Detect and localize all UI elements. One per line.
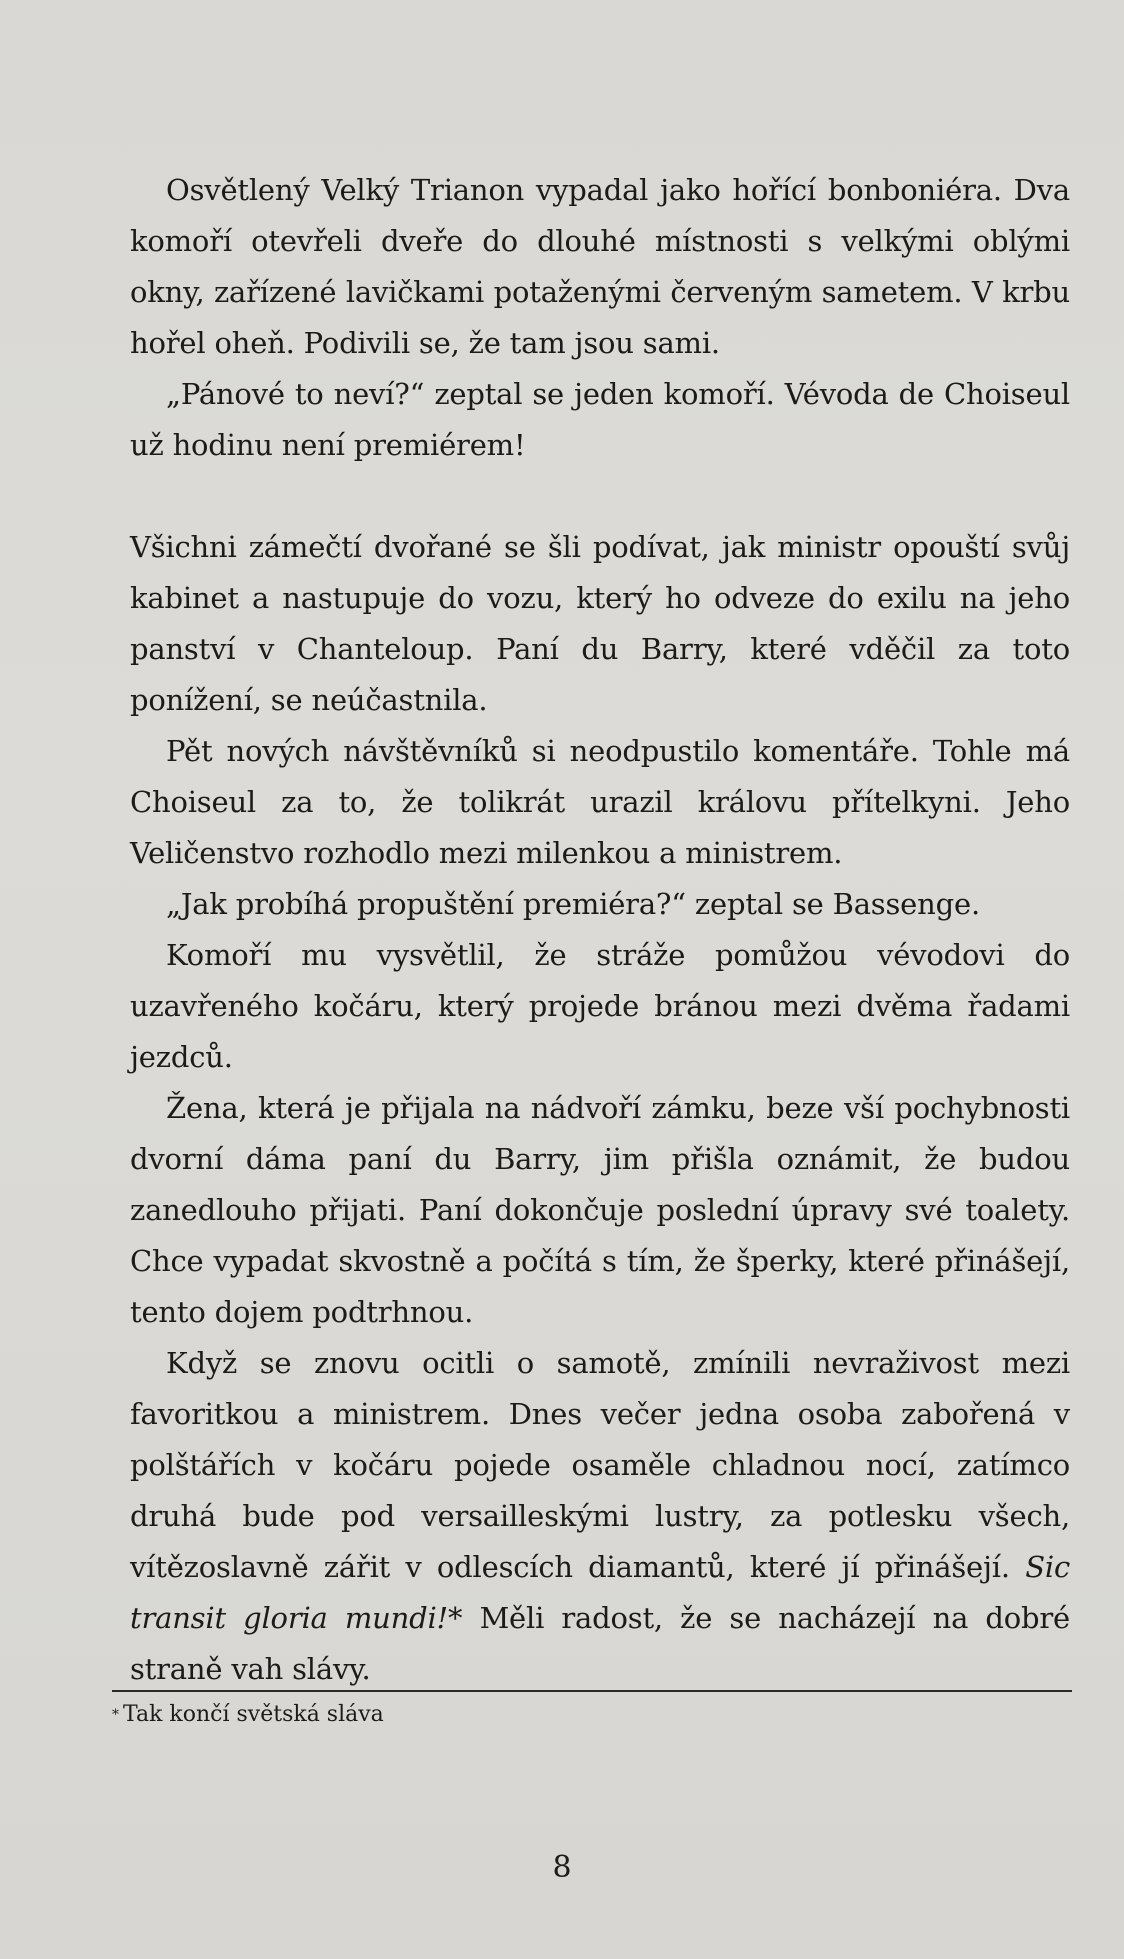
footnote-text: Tak končí světská sláva <box>123 1702 384 1727</box>
paragraph-2: „Pánové to neví?“ zeptal se jeden komoří. Vévoda de Choiseul už hodinu není premiérem! <box>130 377 1070 462</box>
paragraph-1: Osvětlený Velký Trianon vypadal jako hořící bonboniéra. Dva komoří otevřeli dveře do dlouhé místnosti s velkými oblými okny, zařízené lavičkami potaženými červeným sametem. V krbu hořel oheň. Podivili se, že tam jsou sami. <box>130 173 1070 360</box>
section-break <box>130 471 1070 522</box>
footnote-mark: * <box>112 1707 119 1723</box>
footnote <box>112 1700 384 1730</box>
latin-quote: Sic transit gloria mundi! <box>130 1550 1070 1635</box>
paragraph-8-start: Když se znovu ocitli o samotě, zmínili nevraživost mezi favoritkou a ministrem. Dnes večer jedna osoba zabořená v polštářích v kočáru pojede osaměle chladnou nocí, zatímco druhá bude pod versailleskými lustry, za potlesku všech, vítězoslavně zářit v odlescích diamantů, které jí přinášejí. <box>130 1346 1070 1584</box>
paragraph-5: „Jak probíhá propuštění premiéra?“ zeptal se Bassenge. <box>166 887 980 921</box>
page-number: 8 <box>552 1850 572 1885</box>
footnote-rule <box>112 1690 1072 1692</box>
paragraph-8 <box>130 1338 1070 1695</box>
paragraph-3: Všichni zámečtí dvořané se šli podívat, jak ministr opouští svůj kabinet a nastupuje do vozu, který ho odveze do exilu na jeho panství v Chanteloup. Paní du Barry, které vděčil za toto ponížení, se neúčastnila. <box>130 530 1070 717</box>
paragraph-4: Pět nových návštěvníků si neodpustilo komentáře. Tohle má Choiseul za to, že tolikrát urazil královu přítelkyni. Jeho Veličenstvo rozhodlo mezi milenkou a ministrem. <box>130 734 1070 870</box>
body-text <box>130 165 1070 1695</box>
paragraph-8-end: Měli radost, že se nacházejí na dobré straně vah slávy. <box>130 1601 1071 1686</box>
paragraph-7: Žena, která je přijala na nádvoří zámku, beze vší pochybnosti dvorní dáma paní du Barry, jim přišla oznámit, že budou zanedlouho přijati. Paní dokončuje poslední úpravy své toalety. Chce vypadat skvostně a počítá s tím, že šperky, které přinášejí, tento dojem podtrhnou. <box>130 1091 1070 1329</box>
paragraph-6: Komoří mu vysvětlil, že stráže pomůžou vévodovi do uzavřeného kočáru, který projede bránou mezi dvěma řadami jezdců. <box>130 938 1070 1074</box>
footnote-reference: * <box>448 1601 463 1635</box>
